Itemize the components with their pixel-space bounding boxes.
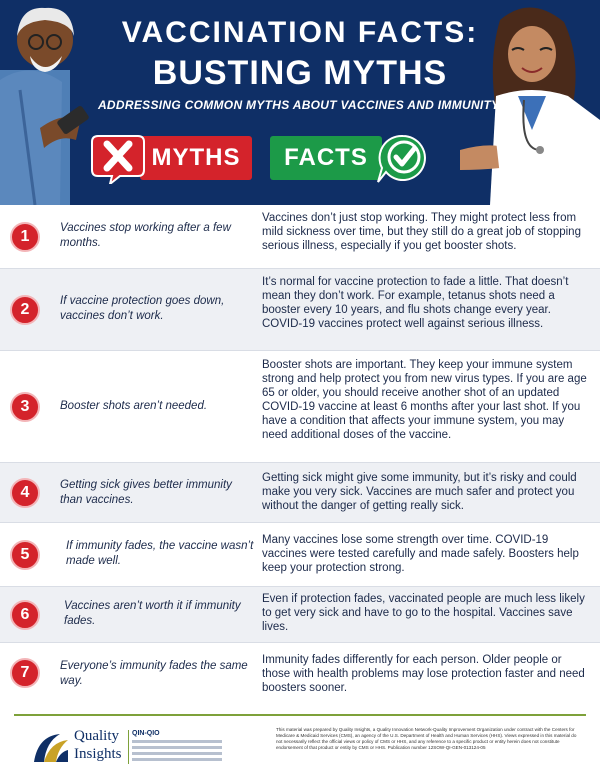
logo-side-line (132, 740, 222, 743)
facts-label: FACTS (270, 136, 382, 180)
logo-text-quality: Quality (74, 728, 119, 744)
subtitle: ADDRESSING COMMON MYTHS ABOUT VACCINES AND IMMUNITY. (97, 98, 503, 112)
myths-badge (90, 136, 252, 186)
quality-insights-logo (30, 724, 230, 770)
myth-text: If immunity fades, the vaccine wasn’t made well. (66, 540, 254, 567)
row-number: 5 (10, 540, 40, 570)
row-number: 1 (10, 222, 40, 252)
myth-text: Vaccines aren’t worth it if immunity fades. (64, 600, 241, 627)
fact-text: Booster shots are important. They keep your immune system strong and help protect you from new virus types. If you are age 65 or older, you should receive another shot of an updated COVID-19 vaccine at least 6 months after your last shot. If you have a condition that affects your immune system, you may need additional doses of the vaccine. (262, 359, 587, 441)
table-row (0, 643, 600, 703)
fact-text: Immunity fades differently for each person. Older people or those with health problems may lose protection faster and need boosters sooner. (262, 654, 585, 694)
myth-text: Vaccines stop working after a few months. (60, 222, 231, 249)
title-line-1: VACCINATION FACTS: (121, 16, 479, 49)
row-number: 7 (10, 658, 40, 688)
fact-text: Vaccines don’t just stop working. They might protect less from mild sickness over time, but they still do a great job of stopping serious illness, especially if you get booster shots. (262, 212, 581, 252)
check-mark-icon (374, 134, 432, 184)
logo-side-line (132, 752, 222, 755)
fact-text: Getting sick might give some immunity, but it’s risky and could make you very sick. Vaccines are much safer and protect you without the danger of getting really sick. (262, 472, 577, 512)
table-row (0, 523, 600, 587)
logo-text-insights: Insights (74, 746, 122, 762)
fact-text: Even if protection fades, vaccinated people are much less likely to get very sick and have to go to the hospital. Vaccines save lives. (262, 593, 585, 633)
table-row (0, 205, 600, 269)
table-row (0, 463, 600, 523)
logo-side-brand: QIN-QIO (132, 730, 160, 737)
logo-side-line (132, 758, 222, 761)
myth-text: Everyone’s immunity fades the same way. (60, 660, 248, 687)
row-number: 6 (10, 600, 40, 630)
header-banner (0, 0, 600, 205)
row-number: 4 (10, 478, 40, 508)
logo-side-block (132, 730, 228, 761)
row-number: 3 (10, 392, 40, 422)
fact-text: It’s normal for vaccine protection to fade a little. That doesn’t mean they don’t work. For example, tetanus shots need a booster every 10 years, and flu shots change every year. COVID-19 vaccines protect well against serious illness. (262, 276, 569, 330)
logo-mark-icon (30, 728, 70, 766)
title-line-2: BUSTING MYTHS (152, 54, 448, 92)
x-mark-icon (90, 134, 146, 184)
myths-label: MYTHS (140, 136, 252, 180)
myth-text: If vaccine protection goes down, vaccines don’t work. (60, 295, 225, 322)
myth-text: Getting sick gives better immunity than vaccines. (60, 479, 232, 506)
table-row (0, 269, 600, 351)
facts-badge (270, 136, 440, 186)
table-row (0, 351, 600, 463)
disclaimer-text: This material was prepared by Quality Insights, a Quality Innovation Network-Quality Improvement Organization under contract with the Centers for Medicare & Medicaid Services (CMS), an agency of the U.S. Department of Health and Human Services (HHS). Views expressed in this material do not necessarily reflect the official views or policy of CMS or HHS, and any reference to a specific product or entity herein does not constitute endorsement of that product or entity by CMS or HHS. Publication number 12SOW-QI-GEN-013124-05 (276, 727, 577, 750)
logo-separator (128, 730, 129, 764)
logo-side-line (132, 746, 222, 749)
myth-text: Booster shots aren’t needed. (60, 400, 208, 412)
fact-text: Many vaccines lose some strength over time. COVID-19 vaccines were tested carefully and made safely. Boosters help keep your protection strong. (262, 534, 579, 574)
footer-divider (14, 714, 586, 716)
table-row (0, 587, 600, 643)
row-number: 2 (10, 295, 40, 325)
myth-fact-table (0, 205, 600, 703)
